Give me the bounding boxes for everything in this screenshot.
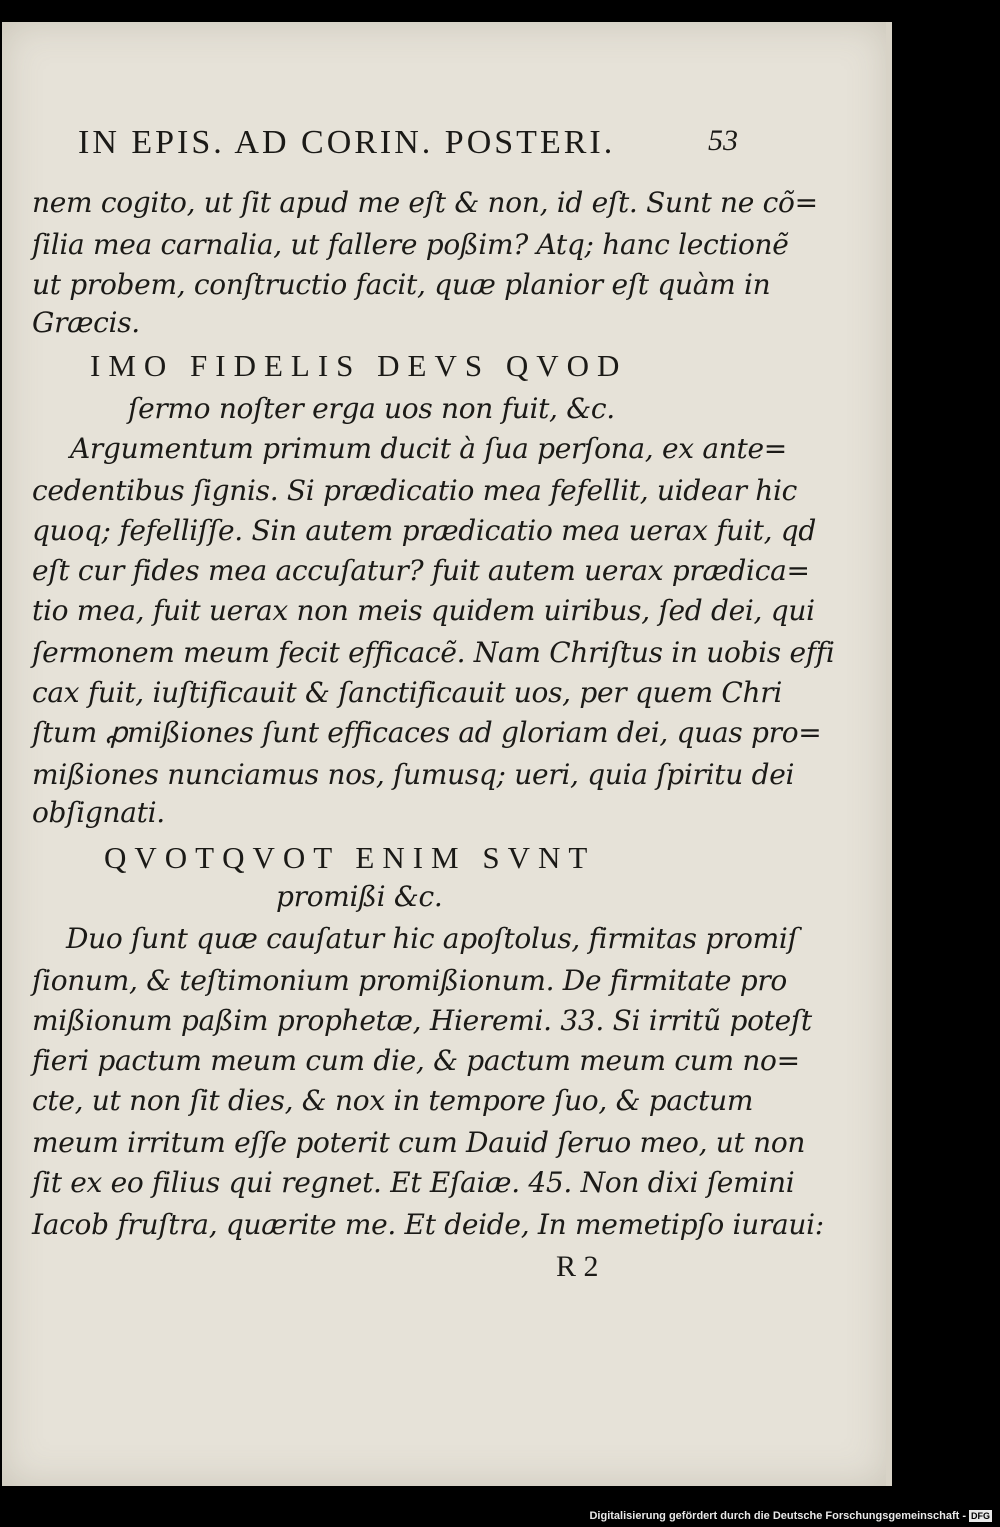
running-header-title: IN EPIS. AD CORIN. POSTERI. bbox=[78, 124, 616, 161]
section-heading-subline: ſermo noſter erga uos non fuit, &c. bbox=[128, 392, 615, 425]
text-line: cte, ut non ſit dies, & nox in tempore ſuo, & pactum bbox=[32, 1084, 754, 1117]
section-heading: IMO FIDELIS DEVS QVOD bbox=[90, 348, 628, 383]
dfg-logo: DFG bbox=[971, 1511, 990, 1521]
text-line: obſignati. bbox=[32, 796, 165, 829]
text-line: ſilia mea carnalia, ut fallere poßim? Atq; hanc lectionẽ bbox=[32, 228, 789, 261]
text-line: Argumentum primum ducit à ſua perſona, ex ante= bbox=[70, 432, 787, 465]
signature-mark: R 2 bbox=[556, 1250, 599, 1283]
text-line: ſionum, & teſtimonium promißionum. De firmitate pro bbox=[32, 964, 787, 997]
text-line: Græcis. bbox=[32, 306, 140, 339]
text-line: eſt cur fides mea accuſatur? fuit autem uerax prædica= bbox=[32, 554, 810, 587]
text-line: Iacob fruſtra, quærite me. Et deide, In memetipſo iuraui: bbox=[32, 1208, 824, 1241]
text-line: ſtum ꝓmißiones ſunt efficaces ad gloriam dei, quas pro= bbox=[32, 716, 822, 749]
text-line: cax fuit, iuſtificauit & ſanctificauit uos, per quem Chri bbox=[32, 676, 783, 709]
running-header bbox=[78, 124, 738, 168]
text-line: fieri pactum meum cum die, & pactum meum cum no= bbox=[32, 1044, 800, 1077]
text-line: mißionum paßim prophetæ, Hieremi. 33. Si irritũ poteſt bbox=[32, 1004, 812, 1037]
text-line: nem cogito, ut ſit apud me eſt & non, id eſt. Sunt ne cõ= bbox=[32, 186, 818, 219]
footer-credit bbox=[589, 1508, 992, 1524]
text-line: Duo ſunt quæ cauſatur hic apoſtolus, firmitas promiſ bbox=[66, 922, 798, 955]
section-heading-subline: promißi &c. bbox=[276, 880, 443, 913]
text-line: ut probem, conſtructio facit, quæ planior eſt quàm in bbox=[32, 268, 771, 301]
footer-text: Digitalisierung gefördert durch die Deutsche Forschungsgemeinschaft - bbox=[589, 1510, 966, 1522]
text-line: meum irritum eſſe poterit cum Dauid ſeruo meo, ut non bbox=[32, 1126, 806, 1159]
text-line: ſit ex eo filius qui regnet. Et Eſaiæ. 45. Non dixi ſemini bbox=[32, 1166, 795, 1199]
text-line: mißiones nunciamus nos, ſumusq; ueri, quia ſpiritu dei bbox=[32, 758, 795, 791]
text-line: quoq; fefelliſſe. Sin autem prædicatio mea uerax fuit, qd bbox=[32, 514, 817, 547]
page-edge bbox=[886, 22, 892, 1486]
text-line: ſermonem meum fecit efficacẽ. Nam Chriſtus in uobis effi bbox=[32, 636, 835, 669]
text-line: cedentibus ſignis. Si prædicatio mea fefellit, uidear hic bbox=[32, 474, 798, 507]
text-line: tio mea, fuit uerax non meis quidem uiribus, ſed dei, qui bbox=[32, 594, 815, 627]
page-number: 53 bbox=[708, 124, 738, 157]
section-heading: QVOTQVOT ENIM SVNT bbox=[104, 840, 596, 875]
